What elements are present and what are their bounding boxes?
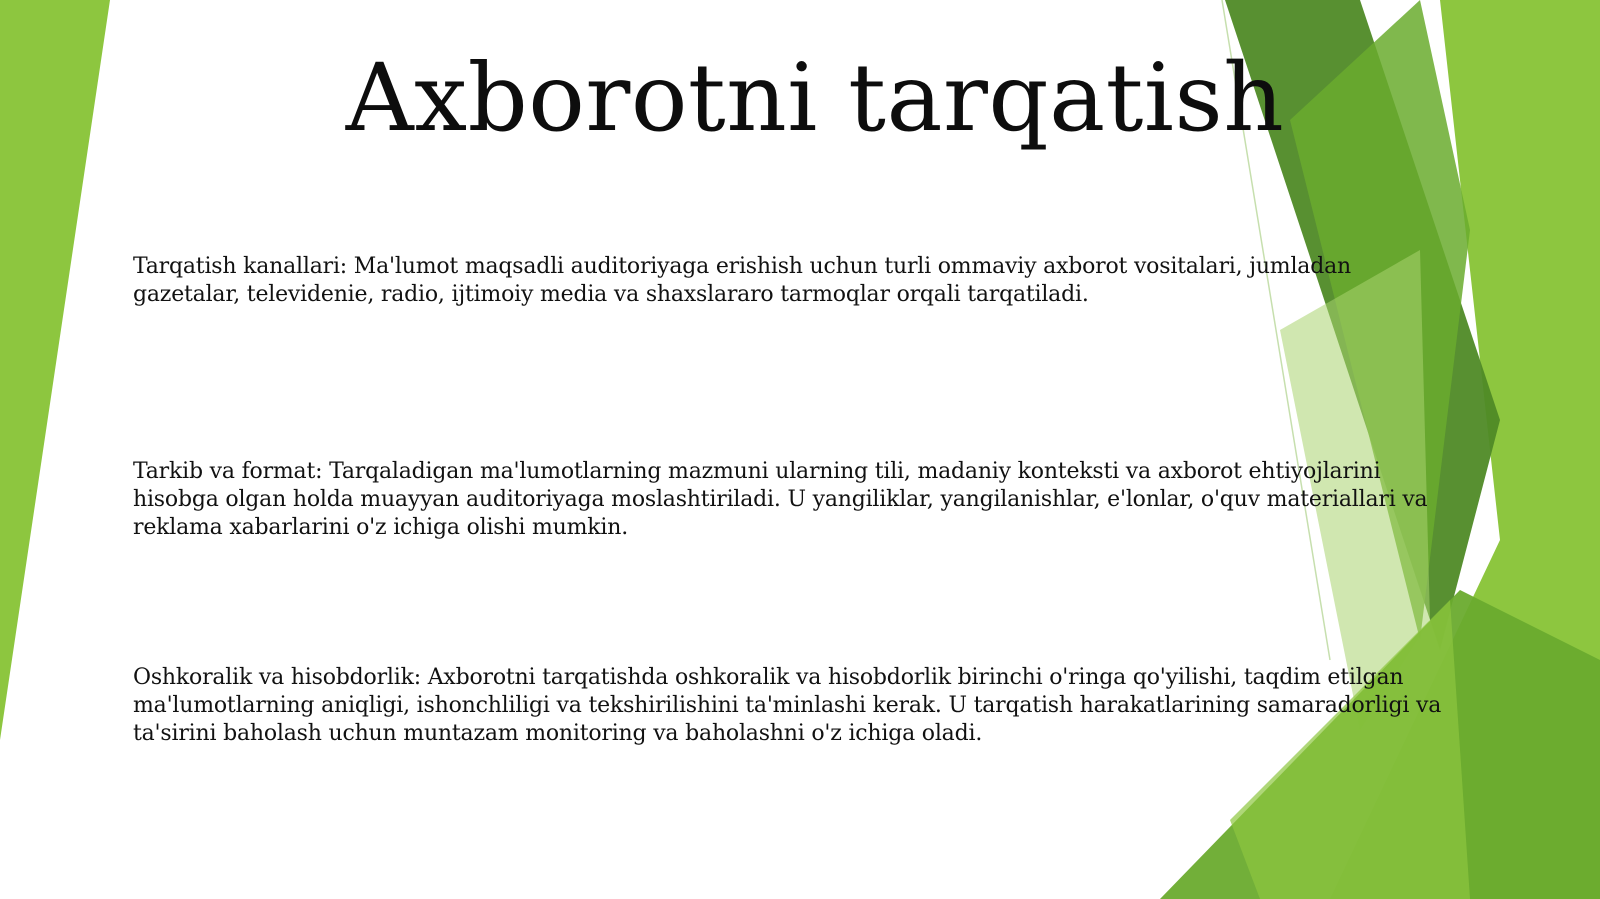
paragraph-transparency-accountability: Oshkoralik va hisobdorlik: Axborotni tarqatishda oshkoralik va hisobdorlik birinchi o'ringa qo'yilishi, taqdim etilgan ma'lumotlarning aniqligi, ishonchliligi va tekshirilishini ta'minlashi kerak. U tarqatish harakatlarining samaradorligi va ta'sirini baholash uchun muntazam monitoring va baholashni o'z ichiga oladi. [133, 665, 1442, 746]
slide-title: Axborotni tarqatish [345, 44, 1285, 153]
paragraph-distribution-channels: Tarqatish kanallari: Ma'lumot maqsadli auditoriyaga erishish uchun turli ommaviy axborot vositalari, jumladan gazetalar, televidenie, radio, ijtimoiy media va shaxslararo tarmoqlar orqali tarqatiladi. [133, 254, 1351, 307]
paragraph-content-format: Tarkib va format: Tarqaladigan ma'lumotlarning mazmuni ularning tili, madaniy konteksti va axborot ehtiyojlarini hisobga olgan holda muayyan auditoriyaga moslashtiriladi. U yangiliklar, yangilanishlar, e'lonlar, o'quv materiallari va reklama xabarlarini o'z ichiga olishi mumkin. [133, 459, 1428, 540]
